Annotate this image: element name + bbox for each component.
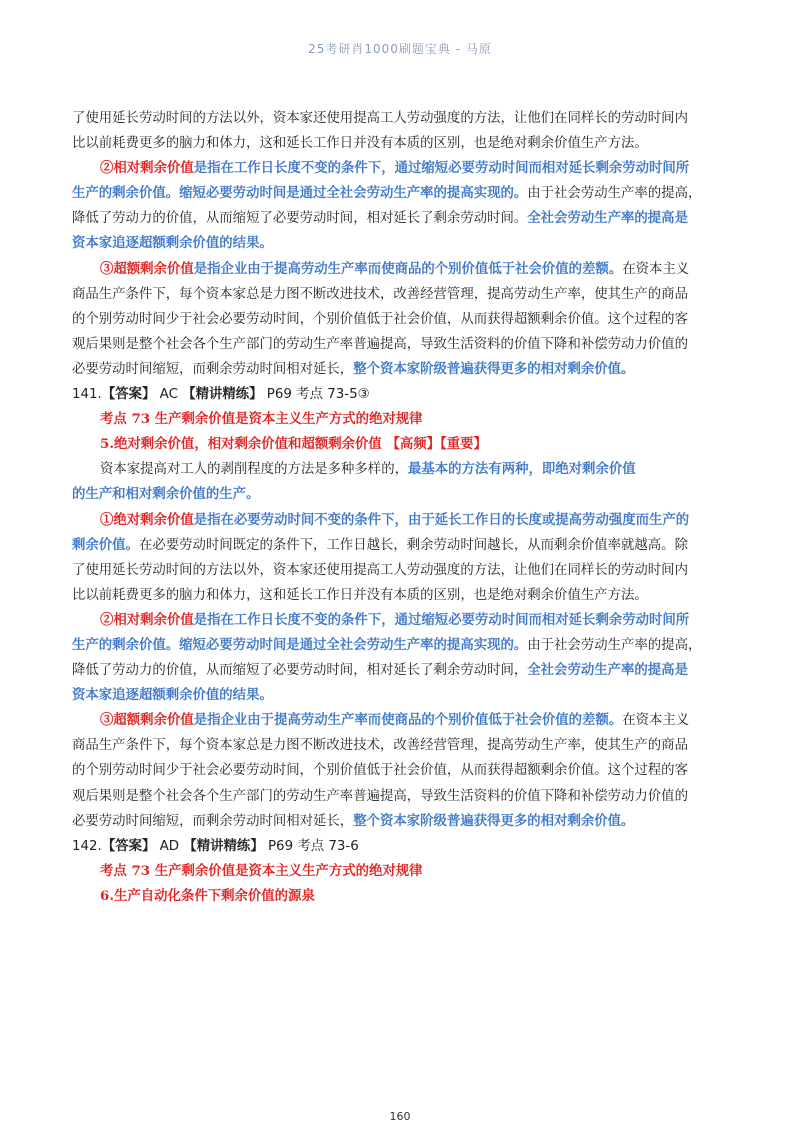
paragraph-relative-surplus bbox=[72, 608, 728, 633]
subtopic-text: 5.绝对剩余价值，相对剩余价值和超额剩余价值 【高频】【重要】 bbox=[100, 436, 487, 453]
page-header: 25考研肖1000刷题宝典 - 马原 bbox=[308, 42, 492, 56]
definition-text: 是指在工作日长度不变的条件下，通过缩短必要劳动时间而相对延长剩余劳动时间所 bbox=[193, 160, 690, 177]
answer-value: AC bbox=[155, 387, 183, 403]
answer-line-142 bbox=[72, 834, 728, 859]
plain-text: 在资本主义 bbox=[622, 261, 690, 277]
topic-text: 考点 73 生产剩余价值是资本主义生产方式的绝对规律 bbox=[100, 862, 423, 879]
emphasis-text: 最基本的方法有两种，即绝对剩余价值 bbox=[407, 461, 636, 478]
text-line: 了使用延长劳动时间的方法以外，资本家还使用提高工人劳动强度的方法，让他们在同样长的劳动时间内 bbox=[72, 111, 688, 126]
plain-text: 在资本主义 bbox=[622, 713, 690, 729]
reference-text: P69 考点 73-6 bbox=[263, 838, 359, 854]
text-line bbox=[72, 533, 728, 558]
emphasis-text: 全社会劳动生产率的提高是 bbox=[527, 662, 688, 679]
plain-text: 在必要劳动时间既定的条件下，工作日越长，剩余劳动时间越长，从而剩余价值率就越高。除 bbox=[138, 537, 688, 553]
text-line: 商品生产条件下，每个资本家总是力图不断改进技术，改善经营管理，提高劳动生产率，使其生产的商品 bbox=[72, 286, 688, 302]
text-line bbox=[72, 357, 728, 382]
term-relative-surplus: ②相对剩余价值 bbox=[100, 611, 194, 628]
text-line: 商品生产条件下，每个资本家总是力图不断改进技术，改善经营管理，提高劳动生产率，使其生产的商品 bbox=[72, 738, 688, 754]
text-line: 比以前耗费更多的脑力和体力，这和延长工作日并没有本质的区别，也是绝对剩余价值生产方法。 bbox=[72, 587, 648, 603]
definition-text: 剩余价值。 bbox=[72, 536, 139, 553]
text-line bbox=[72, 482, 728, 507]
plain-text: 资本家提高对工人的剥削程度的方法是多种多样的， bbox=[100, 462, 408, 478]
text-line: 了使用延长劳动时间的方法以外，资本家还使用提高工人劳动强度的方法，让他们在同样长的劳动时间内 bbox=[72, 562, 688, 578]
text-line bbox=[72, 683, 728, 708]
course-tag: 【精讲精练】 bbox=[183, 838, 264, 854]
paragraph-extra-surplus bbox=[72, 708, 728, 733]
page-number: 160 bbox=[389, 1110, 411, 1123]
definition-text: 是指企业由于提高劳动生产率而使商品的个别价值低于社会价值的差额。 bbox=[193, 260, 623, 277]
plain-text: 由于社会劳动生产率的提高， bbox=[527, 637, 702, 653]
emphasis-text: 的生产和相对剩余价值的生产。 bbox=[72, 486, 260, 503]
text-line: 的个别劳动时间少于社会必要劳动时间，个别价值低于社会价值，从而获得超额剩余价值。这个过程的客 bbox=[72, 763, 688, 779]
term-absolute-surplus: ①绝对剩余价值 bbox=[100, 511, 194, 528]
emphasis-text: 整个资本家阶级普遍获得更多的相对剩余价值。 bbox=[353, 812, 635, 829]
answer-tag: 【答案】 bbox=[101, 838, 156, 854]
topic-heading bbox=[72, 859, 728, 884]
reference-text: P69 考点 73-5③ bbox=[262, 387, 370, 403]
paragraph-relative-surplus bbox=[72, 156, 728, 181]
text-line: 观后果则是整个社会各个生产部门的劳动生产率普遍提高，导致生活资料的价值下降和补偿劳动力价值的 bbox=[72, 336, 688, 352]
term-extra-surplus: ③超额剩余价值 bbox=[100, 712, 194, 729]
plain-text: 降低了劳动力的价值，从而缩短了必要劳动时间，相对延长了剩余劳动时间， bbox=[72, 663, 528, 679]
topic-heading bbox=[72, 407, 728, 432]
definition-text: 是指企业由于提高劳动生产率而使商品的个别价值低于社会价值的差额。 bbox=[193, 712, 623, 729]
topic-text: 考点 73 生产剩余价值是资本主义生产方式的绝对规律 bbox=[100, 411, 423, 428]
plain-text: 必要劳动时间缩短，而剩余劳动时间相对延长， bbox=[72, 813, 354, 829]
text-line bbox=[72, 809, 728, 834]
course-tag: 【精讲精练】 bbox=[182, 387, 263, 403]
emphasis-text: 整个资本家阶级普遍获得更多的相对剩余价值。 bbox=[353, 360, 635, 377]
emphasis-text: 资本家追逐超额剩余价值的结果。 bbox=[72, 235, 273, 252]
text-line bbox=[72, 633, 728, 658]
answer-line-141 bbox=[72, 382, 728, 407]
definition-text: 是指在必要劳动时间不变的条件下，由于延长工作日的长度或提高劳动强度而生产的 bbox=[193, 511, 690, 528]
text-line: 的个别劳动时间少于社会必要劳动时间，个别价值低于社会价值，从而获得超额剩余价值。这个过程的客 bbox=[72, 311, 688, 327]
subtopic-text: 6.生产自动化条件下剩余价值的源泉 bbox=[100, 887, 315, 904]
paragraph-extra-surplus bbox=[72, 257, 728, 282]
text-line: 观后果则是整个社会各个生产部门的劳动生产率普遍提高，导致生活资料的价值下降和补偿劳动力价值的 bbox=[72, 788, 688, 804]
plain-text: 降低了劳动力的价值，从而缩短了必要劳动时间，相对延长了剩余劳动时间。 bbox=[72, 211, 528, 227]
term-relative-surplus: ②相对剩余价值 bbox=[100, 160, 194, 177]
definition-text: 生产的剩余价值。缩短必要劳动时间是通过全社会劳动生产率的提高实现的。 bbox=[72, 185, 528, 202]
emphasis-text: 全社会劳动生产率的提高是 bbox=[527, 210, 688, 227]
subtopic-heading bbox=[72, 884, 728, 909]
answer-value: AD bbox=[155, 838, 184, 854]
text-line bbox=[72, 457, 728, 482]
definition-text: 生产的剩余价值。缩短必要劳动时间是通过全社会劳动生产率的提高实现的。 bbox=[72, 636, 528, 653]
text-line: 比以前耗费更多的脑力和体力，这和延长工作日并没有本质的区别，也是绝对剩余价值生产方法。 bbox=[72, 136, 648, 152]
paragraph-absolute-surplus bbox=[72, 508, 728, 533]
emphasis-text: 资本家追逐超额剩余价值的结果。 bbox=[72, 687, 273, 704]
term-extra-surplus: ③超额剩余价值 bbox=[100, 260, 194, 277]
plain-text: 必要劳动时间缩短，而剩余劳动时间相对延长， bbox=[72, 361, 354, 377]
answer-tag: 【答案】 bbox=[101, 387, 156, 403]
text-line bbox=[72, 206, 728, 231]
page-body bbox=[72, 106, 728, 909]
subtopic-heading bbox=[72, 432, 728, 457]
definition-text: 是指在工作日长度不变的条件下，通过缩短必要劳动时间而相对延长剩余劳动时间所 bbox=[193, 611, 690, 628]
question-number: 142. bbox=[72, 838, 102, 854]
text-line bbox=[72, 181, 728, 206]
text-line bbox=[72, 231, 728, 256]
plain-text: 由于社会劳动生产率的提高， bbox=[527, 186, 702, 202]
question-number: 141. bbox=[72, 387, 102, 403]
text-line bbox=[72, 658, 728, 683]
